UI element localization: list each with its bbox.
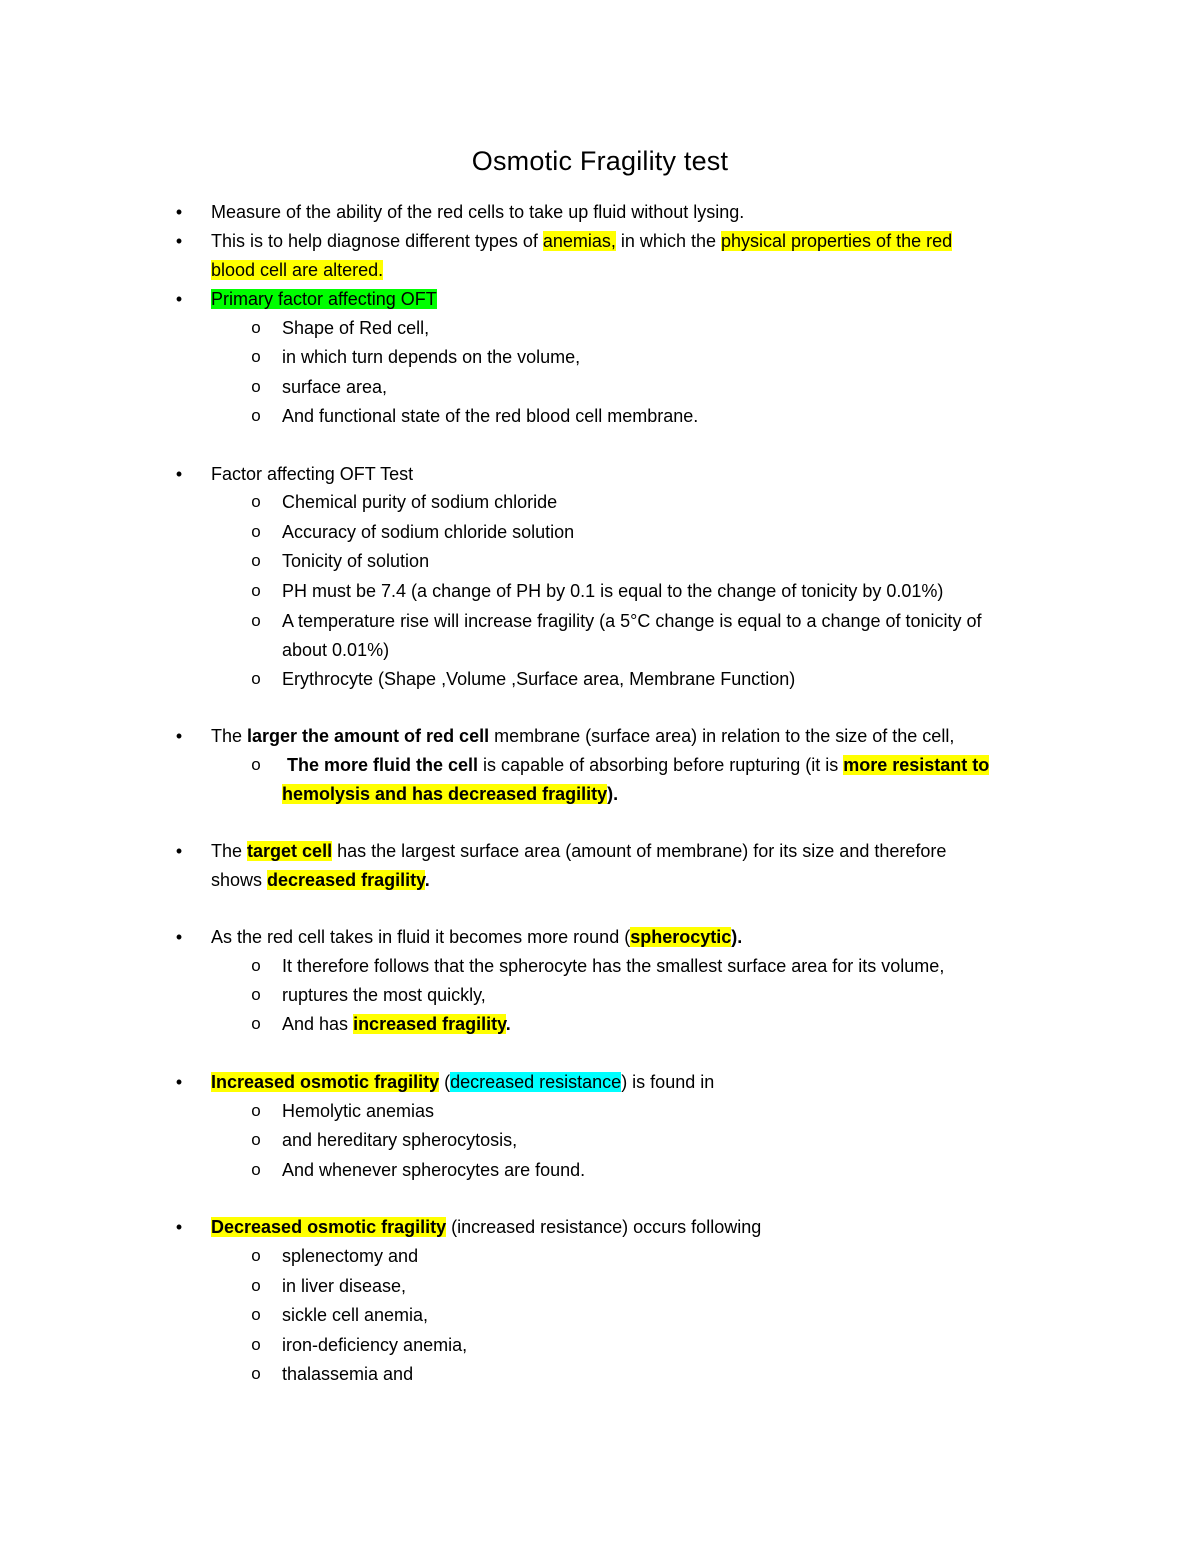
sub-bullet-text: PH must be 7.4 (a change of PH by 0.1 is equal to the change of tonicity by 0.01%): [282, 581, 944, 601]
sub-bullet-text: in liver disease,: [282, 1276, 407, 1296]
sub-bullet-text: surface area,: [282, 377, 388, 397]
sub-bullet-text: A temperature rise will increase fragility (a 5°C change is equal to a change of tonicity of: [282, 611, 982, 631]
text-run: ).: [731, 927, 743, 947]
sub-bullet-text-continuation: [282, 782, 618, 806]
bullet-icon: •: [175, 1072, 183, 1092]
highlight-increased-osmotic-fragility: Increased osmotic fragility: [211, 1072, 440, 1092]
highlight-anemias: anemias,: [542, 231, 616, 251]
bullet-icon: •: [175, 1217, 183, 1237]
highlight-decreased-fragility: hemolysis and has decreased fragility: [282, 784, 608, 804]
sub-bullet-icon: o: [251, 492, 261, 511]
bullet-text: Factor affecting OFT Test: [211, 464, 414, 484]
highlight-spherocytic: spherocytic: [630, 927, 732, 947]
sub-bullet-text: Tonicity of solution: [282, 551, 430, 571]
text-run: This is to help diagnose different types of: [211, 231, 543, 251]
text-run: .: [505, 1014, 511, 1034]
sub-bullet-text: [282, 1012, 511, 1036]
text-run: is capable of absorbing before rupturing (it is: [478, 755, 844, 775]
sub-bullet-icon: o: [251, 551, 261, 570]
bullet-text: Measure of the ability of the red cells to take up fluid without lysing.: [211, 202, 745, 222]
bullet-icon: •: [175, 202, 183, 222]
bold-run: larger the amount of red cell: [247, 726, 490, 746]
bold-run: The more fluid the cell: [287, 755, 479, 775]
sub-bullet-icon: o: [251, 1276, 261, 1295]
text-run: in which the: [615, 231, 721, 251]
text-run: The: [211, 841, 248, 861]
bullet-icon: •: [175, 927, 183, 947]
sub-bullet-icon: o: [251, 522, 261, 541]
sub-bullet-text: splenectomy and: [282, 1246, 419, 1266]
text-run: .: [424, 870, 430, 890]
bullet-icon: •: [175, 841, 183, 861]
sub-bullet-icon: o: [251, 1364, 261, 1383]
text-run: As the red cell takes in fluid it becomes more round (: [211, 927, 631, 947]
sub-bullet-icon: o: [251, 755, 261, 774]
sub-bullet-text: Erythrocyte (Shape ,Volume ,Surface area, Membrane Function): [282, 669, 796, 689]
highlight-more-resistant: more resistant to: [843, 755, 990, 775]
text-run: ) is found in: [621, 1072, 715, 1092]
bullet-text-continuation: [211, 868, 430, 892]
sub-bullet-text: in which turn depends on the volume,: [282, 347, 581, 367]
sub-bullet-icon: o: [251, 1130, 261, 1149]
text-run: (: [439, 1072, 451, 1092]
sub-bullet-text: Hemolytic anemias: [282, 1101, 435, 1121]
bullet-text: [211, 1215, 761, 1239]
bullet-text: [211, 839, 946, 863]
bullet-icon: •: [175, 726, 183, 746]
sub-bullet-text: Chemical purity of sodium chloride: [282, 492, 558, 512]
sub-bullet-icon: o: [251, 669, 261, 688]
bullet-text-continuation: [211, 258, 383, 282]
sub-bullet-icon: o: [251, 1160, 261, 1179]
sub-bullet-text-continuation: about 0.01%): [282, 640, 390, 660]
document-title: Osmotic Fragility test: [471, 146, 729, 176]
sub-bullet-text: And functional state of the red blood cell membrane.: [282, 406, 699, 426]
highlight-increased-fragility: increased fragility: [353, 1014, 506, 1034]
sub-bullet-text: ruptures the most quickly,: [282, 985, 486, 1005]
sub-bullet-icon: o: [251, 318, 261, 337]
text-run: has the largest surface area (amount of membrane) for its size and therefore: [332, 841, 947, 861]
sub-bullet-text: And whenever spherocytes are found.: [282, 1160, 586, 1180]
sub-bullet-text: sickle cell anemia,: [282, 1305, 429, 1325]
highlight-decreased-fragility: decreased fragility: [267, 870, 425, 890]
bullet-text: [211, 724, 954, 748]
sub-bullet-icon: o: [251, 1101, 261, 1120]
sub-bullet-text: Accuracy of sodium chloride solution: [282, 522, 575, 542]
text-run: ).: [607, 784, 619, 804]
sub-bullet-text: iron-deficiency anemia,: [282, 1335, 468, 1355]
sub-bullet-icon: o: [251, 1305, 261, 1324]
sub-bullet-icon: o: [251, 956, 261, 975]
highlight-target-cell: target cell: [247, 841, 333, 861]
sub-bullet-icon: o: [251, 581, 261, 600]
text-run: (increased resistance) occurs following: [446, 1217, 762, 1237]
sub-bullet-icon: o: [251, 985, 261, 1004]
bullet-text: [211, 287, 437, 311]
highlight-primary-factor: Primary factor affecting OFT: [211, 289, 437, 309]
highlight-decreased-resistance: decreased resistance: [450, 1072, 622, 1092]
sub-bullet-text: thalassemia and: [282, 1364, 414, 1384]
sub-bullet-icon: o: [251, 1246, 261, 1265]
highlight-decreased-osmotic-fragility: Decreased osmotic fragility: [211, 1217, 447, 1237]
bullet-icon: •: [175, 464, 183, 484]
bullet-icon: •: [175, 289, 183, 309]
bullet-text: [211, 229, 952, 253]
sub-bullet-icon: o: [251, 1014, 261, 1033]
bullet-text: [211, 1070, 714, 1094]
sub-bullet-icon: o: [251, 347, 261, 366]
sub-bullet-icon: o: [251, 1335, 261, 1354]
highlight-blood-cell-altered: blood cell are altered.: [211, 260, 384, 280]
sub-bullet-icon: o: [251, 377, 261, 396]
sub-bullet-text: Shape of Red cell,: [282, 318, 430, 338]
highlight-physical-properties: physical properties of the red: [720, 231, 953, 251]
text-run: shows: [211, 870, 268, 890]
sub-bullet-text: It therefore follows that the spherocyte has the smallest surface area for its volume,: [282, 956, 945, 976]
bullet-text: [211, 925, 742, 949]
text-run: The: [211, 726, 248, 746]
bullet-icon: •: [175, 231, 183, 251]
sub-bullet-text: and hereditary spherocytosis,: [282, 1130, 518, 1150]
sub-bullet-icon: o: [251, 406, 261, 425]
text-run: And has: [282, 1014, 354, 1034]
sub-bullet-icon: o: [251, 611, 261, 630]
sub-bullet-text: [282, 753, 989, 777]
text-run: membrane (surface area) in relation to the size of the cell,: [489, 726, 955, 746]
